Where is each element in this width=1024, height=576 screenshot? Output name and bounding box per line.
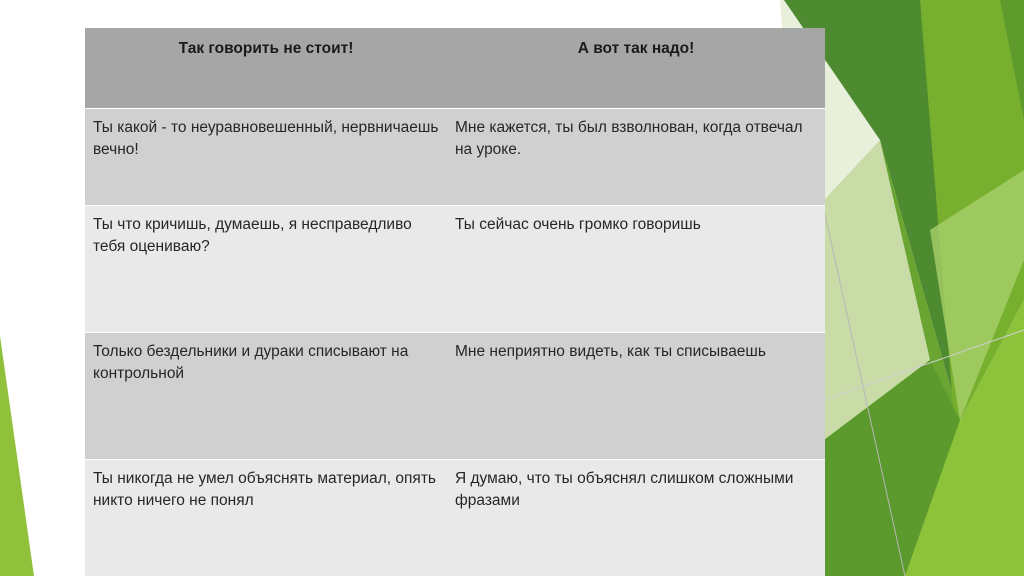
table-row — [85, 333, 825, 460]
comparison-table — [85, 28, 825, 576]
table-row — [85, 109, 825, 206]
table-cell-wrong: Ты какой - то неуравновешенный, нервничаешь вечно! — [85, 109, 447, 206]
table-cell-right: Мне кажется, ты был взволнован, когда отвечал на уроке. — [447, 109, 825, 206]
table-cell-wrong: Ты никогда не умел объяснять материал, опять никто ничего не понял — [85, 460, 447, 576]
table-cell-right: Я думаю, что ты объяснял слишком сложными фразами — [447, 460, 825, 576]
table-row — [85, 206, 825, 333]
table-cell-wrong: Только бездельники и дураки списывают на контрольной — [85, 333, 447, 460]
comparison-table-container — [85, 28, 825, 576]
table-cell-right: Мне неприятно видеть, как ты списываешь — [447, 333, 825, 460]
table-cell-wrong: Ты что кричишь, думаешь, я несправедливо тебя оцениваю? — [85, 206, 447, 333]
table-row — [85, 460, 825, 576]
table-cell-right: Ты сейчас очень громко говоришь — [447, 206, 825, 333]
header-do-say: А вот так надо! — [447, 28, 825, 109]
table-header-row — [85, 28, 825, 109]
header-dont-say: Так говорить не стоит! — [85, 28, 447, 109]
